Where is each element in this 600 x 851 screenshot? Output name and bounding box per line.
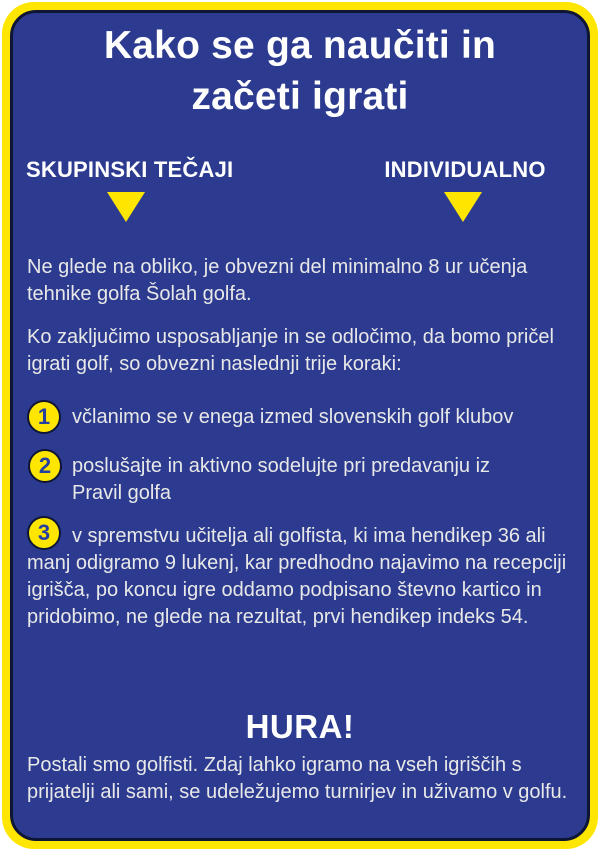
intro-paragraph-2-line-1: Ko zaključimo usposabljanje in se odločimo, da bomo pričel [27, 326, 554, 348]
step-1-badge [27, 400, 61, 434]
step-2-text-line-1: poslušajte in aktivno sodelujte pri predavanju iz [72, 455, 491, 477]
individual-label: INDIVIDUALNO [384, 157, 546, 182]
step-3-text-line-4: pridobimo, ne glede na rezultat, prvi hendikep indeks 54. [27, 606, 529, 628]
step-1-text-line-1: včlanimo se v enega izmed slovenskih golf klubov [72, 406, 514, 428]
intro-paragraph-1 [27, 254, 575, 308]
poster-title [0, 20, 600, 122]
step-3-text-line-3: igrišča, po koncu igre oddamo podpisano števno kartico in [27, 579, 542, 601]
poster-title-line-1: Kako se ga naučiti in [103, 24, 497, 67]
hura-heading: HURA! [245, 708, 355, 745]
step-2-number: 2 [38, 452, 52, 478]
outro-paragraph-line-1: Postali smo golfisti. Zdaj lahko igramo na vseh igriščih s [27, 754, 522, 776]
intro-paragraph-2-line-2: igrati golf, so obvezni naslednji trije koraki: [27, 353, 402, 375]
step-2-text-line-2: Pravil golfa [72, 482, 171, 504]
step-3-number: 3 [37, 519, 51, 545]
step-3-text [27, 519, 583, 631]
outro-paragraph [27, 752, 583, 806]
step-3-text-line-2: manj odigramo 9 lukenj, kar predhodno najavimo na recepciji [27, 552, 567, 574]
step-3-text-line-1: v spremstvu učitelja ali golfista, ki ima hendikep 36 ali [72, 525, 546, 547]
step-1-number: 1 [37, 403, 51, 429]
triangle-down-icon [107, 192, 145, 222]
intro-paragraph-1-line-2: tehnike golfa Šolah golfa. [27, 283, 252, 305]
step-2-badge [28, 449, 62, 483]
step-2-text [72, 453, 572, 507]
step-1-text [72, 404, 572, 431]
triangle-down-icon [444, 192, 482, 222]
outro-paragraph-line-2: prijatelji ali sami, se udeležujemo turnirjev in uživamo v golfu. [27, 781, 568, 803]
intro-paragraph-2 [27, 324, 575, 378]
poster-title-line-2: začeti igrati [191, 75, 409, 118]
group-courses-label: SKUPINSKI TEČAJI [26, 157, 234, 182]
intro-paragraph-1-line-1: Ne glede na obliko, je obvezni del minimalno 8 ur učenja [27, 256, 528, 278]
